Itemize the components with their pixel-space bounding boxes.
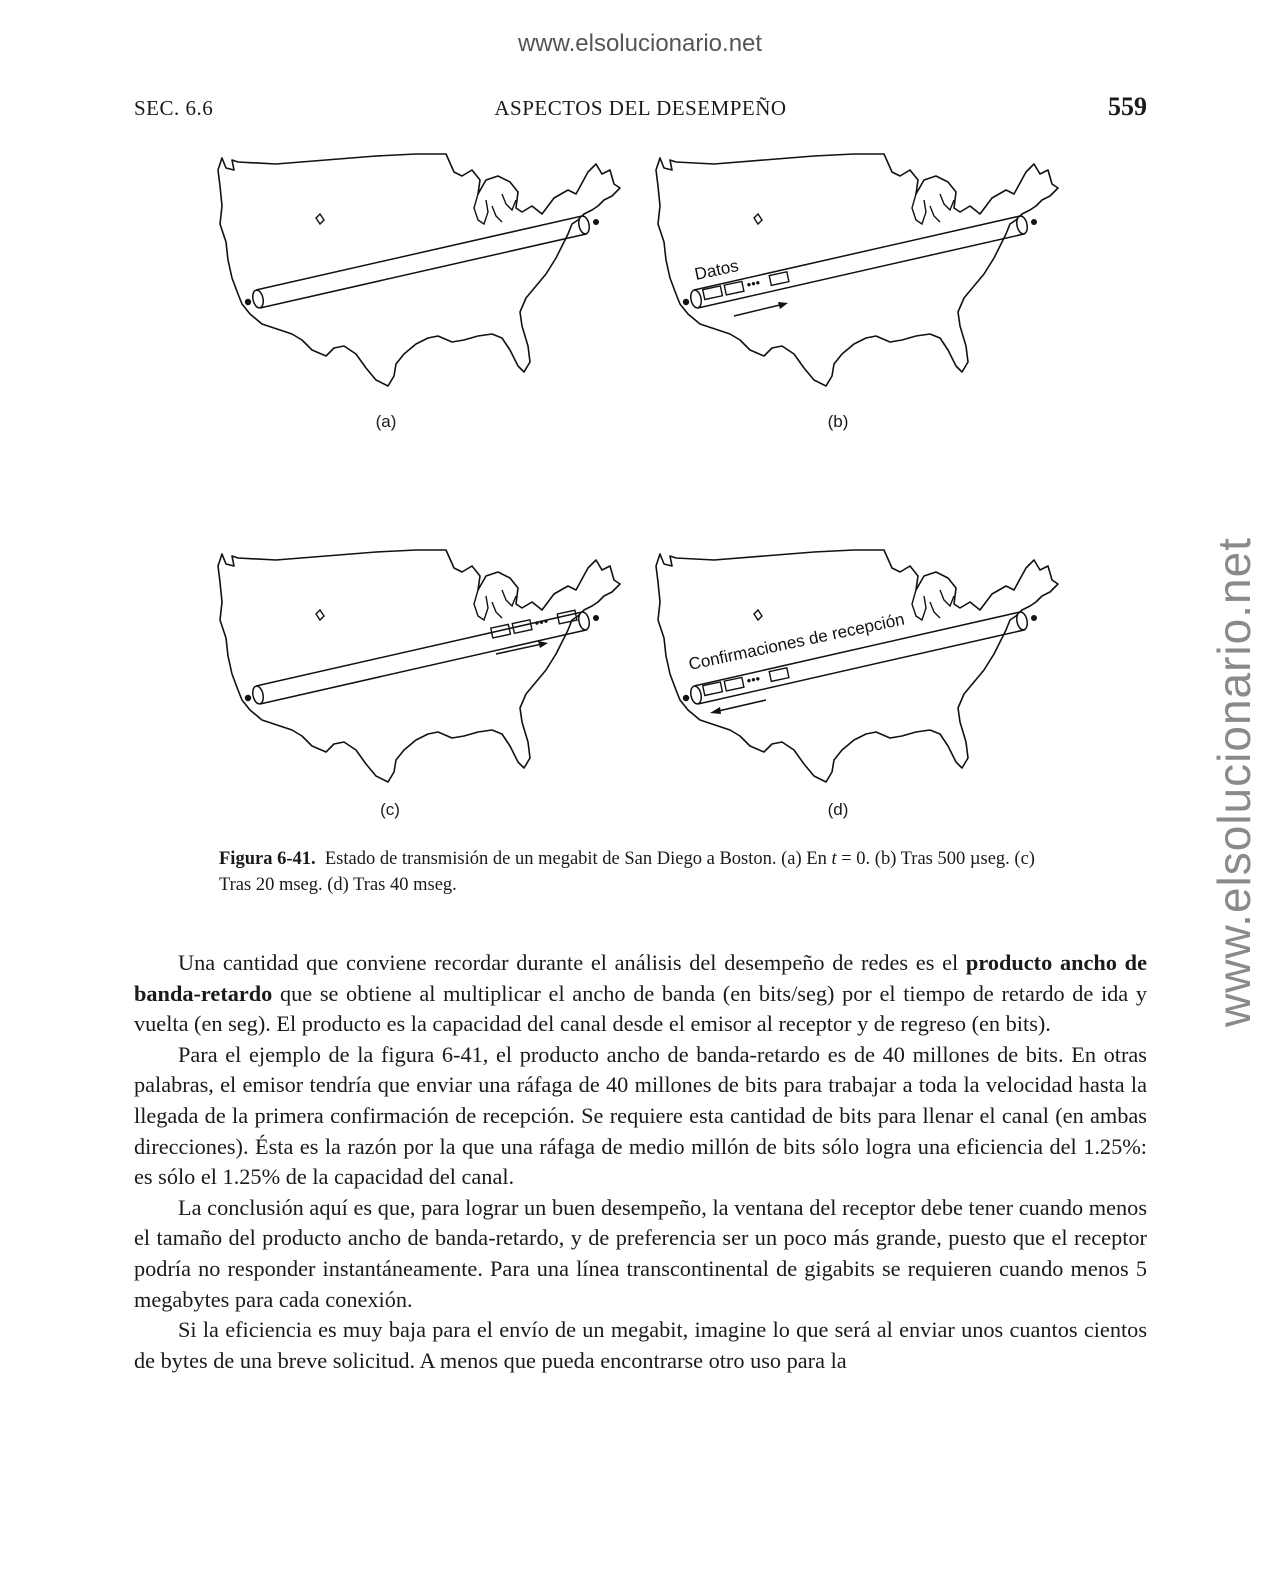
boston-dot bbox=[593, 615, 599, 621]
running-head bbox=[134, 92, 1147, 124]
san-diego-dot bbox=[683, 299, 689, 305]
figure-panel-a bbox=[216, 150, 656, 430]
panel-label-c: (c) bbox=[380, 800, 400, 819]
us-map-illustration bbox=[654, 546, 1094, 826]
section-number: SEC. 6.6 bbox=[134, 96, 214, 120]
paragraph-4: Si la eficiencia es muy baja para el envío de un megabit, imagine lo que será al enviar unos cuantos cientos de bytes de una breve solicitud. A menos que pueda encontrarse otro uso para la bbox=[134, 1317, 1147, 1373]
san-diego-dot bbox=[245, 695, 251, 701]
paragraph-1-end: que se obtiene al multiplicar el ancho de banda (en bits/seg) por el tiempo de retardo de ida y vuelta (en seg). El producto es la capacidad del canal desde el emisor al receptor y de regreso (en bits). bbox=[134, 980, 1147, 1037]
paragraph-2: Para el ejemplo de la figura 6-41, el producto ancho de banda-retardo es de 40 millones de bits. En otras palabras, el emisor tendría que enviar una ráfaga de 40 millones de bits para trabajar a toda la velocidad hasta la llegada de la primera confirmación de recepción. Se requiere esta cantidad de bits para llenar el canal (en ambas direcciones). Ésta es la razón por la que una ráfaga de medio millón de bits sólo logra una eficiencia del 1.25%: es sólo el 1.25% de la capacidad del canal. bbox=[134, 1041, 1147, 1190]
us-map-illustration bbox=[654, 150, 1094, 430]
san-diego-dot bbox=[683, 695, 689, 701]
bold-term: producto ancho de banda-retardo bbox=[134, 950, 1147, 1006]
caption-text-2: = 0. (b) Tras 500 µseg. (c) Tras 20 mseg. (d) Tras 40 mseg. bbox=[219, 849, 1035, 895]
figure-panel-b bbox=[654, 150, 1094, 430]
figure-number: Figura 6-41. bbox=[219, 849, 316, 869]
us-map-illustration bbox=[216, 150, 656, 430]
san-diego-dot bbox=[245, 299, 251, 305]
boston-dot bbox=[1031, 615, 1037, 621]
svg-text:•••: ••• bbox=[533, 613, 550, 631]
paragraph-1 bbox=[134, 948, 1147, 1040]
transmission-pipe bbox=[689, 215, 1029, 309]
boston-dot bbox=[593, 219, 599, 225]
arrow-right-icon bbox=[734, 302, 788, 316]
watermark-url-side: www.elsolucionario.net bbox=[1208, 537, 1260, 1027]
figure-panel-d bbox=[654, 546, 1094, 826]
paragraph-3: La conclusión aquí es que, para lograr un buen desempeño, la ventana del receptor debe tener cuando menos el tamaño del producto ancho de banda-retardo, y de preferencia ser un poco más grande, puesto que el receptor podría no responder instantáneamente. Para una línea transcontinental de gigabits se requieren cuando menos 5 megabytes para cada conexión. bbox=[134, 1194, 1147, 1312]
panel-label-b: (b) bbox=[827, 412, 849, 431]
watermark-url-top: www.elsolucionario.net bbox=[517, 30, 763, 57]
chapter-section-title: ASPECTOS DEL DESEMPEÑO bbox=[494, 96, 787, 120]
svg-text:•••: ••• bbox=[745, 274, 762, 293]
caption-text-1: Estado de transmisión de un megabit de San Diego a Boston. (a) En bbox=[324, 849, 832, 869]
figure-caption bbox=[219, 846, 1059, 898]
panel-annotation-b: Datos bbox=[692, 256, 741, 284]
panel-annotation-d: Confirmaciones de recepción bbox=[686, 609, 907, 674]
panel-label-d: (d) bbox=[827, 800, 849, 819]
panel-label-a: (a) bbox=[375, 412, 397, 431]
paragraph-1-start: Una cantidad que conviene recordar durante el análisis del desempeño de redes es el bbox=[178, 950, 966, 975]
arrow-left-icon bbox=[710, 700, 766, 714]
boston-dot bbox=[1031, 219, 1037, 225]
arrow-right-icon bbox=[496, 641, 548, 654]
figure-panel-c bbox=[216, 546, 656, 826]
transmission-pipe bbox=[251, 215, 591, 309]
svg-text:•••: ••• bbox=[745, 670, 762, 689]
us-map-illustration bbox=[216, 546, 656, 826]
caption-variable: t bbox=[831, 849, 837, 869]
body-text bbox=[134, 948, 1147, 1376]
page-number: 559 bbox=[1108, 92, 1147, 121]
